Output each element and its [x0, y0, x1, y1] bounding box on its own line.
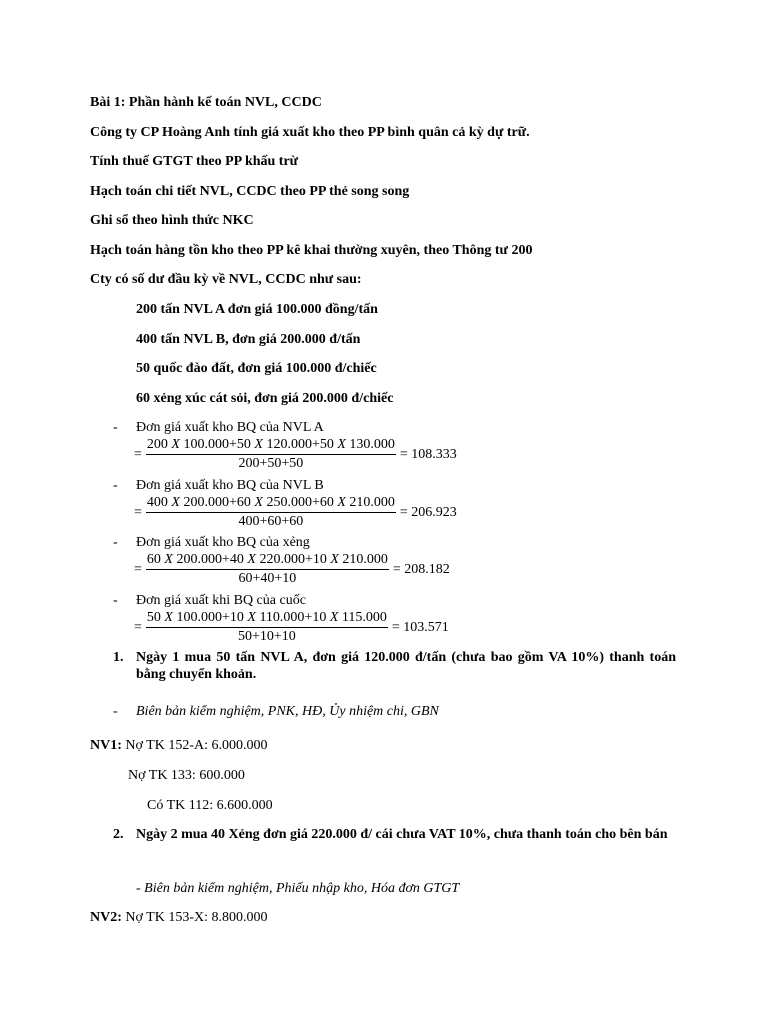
bullet-dash: - — [113, 535, 118, 550]
fraction-denominator: 200+50+50 — [238, 456, 304, 471]
formula: = $\frac{50 X 100.000+10 X 110.000+10 X 115.000}{50+10+10}$ = 103.571 — [134, 610, 449, 644]
fraction — [146, 437, 396, 472]
formula: = $\frac{60 X 200.000+40 X 220.000+10 X 210.000}{60+40+10}$ = 208.182 — [134, 552, 450, 586]
bullet-dash: - — [113, 478, 118, 493]
fraction — [146, 495, 396, 530]
item-docs: Biên bản kiểm nghiệm, PNK, HĐ, Ủy nhiệm chi, GBN — [136, 704, 439, 719]
fraction-numerator: 400 X 200.000+60 X 250.000+60 X 210.000 — [146, 495, 396, 513]
item-text: Ngày 2 mua 40 Xẻng đơn giá 220.000 đ/ cái chưa VAT 10%, chưa thanh toán cho bên bán — [136, 827, 668, 842]
fraction-denominator: 400+60+60 — [238, 514, 304, 529]
journal-entry-line: Nợ TK 133: 600.000 — [128, 768, 245, 783]
intro-line: Hạch toán hàng tồn kho theo PP kê khai thường xuyên, theo Thông tư 200 — [90, 243, 533, 258]
intro-line: Công ty CP Hoàng Anh tính giá xuất kho theo PP bình quân cả kỳ dự trữ. — [90, 125, 530, 140]
formula: = $\frac{200 X 100.000+50 X 120.000+50 X 130.000}{200+50+50}$ = 108.333 — [134, 437, 457, 471]
item-number: 1. — [113, 650, 124, 665]
formula-result: = 208.182 — [392, 561, 450, 577]
balance-line: 200 tấn NVL A đơn giá 100.000 đồng/tấn — [136, 302, 378, 317]
balance-line: 400 tấn NVL B, đơn giá 200.000 đ/tấn — [136, 332, 361, 347]
exercise-title: Bài 1: Phần hành kế toán NVL, CCDC — [90, 95, 322, 110]
fraction — [146, 610, 388, 645]
balance-line: 50 quốc đào đất, đơn giá 100.000 đ/chiếc — [136, 361, 377, 376]
formula-result: = 206.923 — [399, 504, 457, 520]
formula-result: = 103.571 — [391, 619, 449, 635]
formula-label: Đơn giá xuất khi BQ của cuốc — [136, 593, 306, 608]
fraction-denominator: 60+40+10 — [238, 571, 297, 586]
fraction-denominator: 50+10+10 — [237, 629, 296, 644]
formula-label: Đơn giá xuất kho BQ của NVL B — [136, 478, 324, 493]
bullet-dash: - — [113, 593, 118, 608]
journal-entry-line: NV2: Nợ TK 153-X: 8.800.000 — [90, 910, 268, 925]
formula: = $\frac{400 X 200.000+60 X 250.000+60 X 210.000}{400+60+60}$ = 206.923 — [134, 495, 457, 529]
journal-entry-line: Có TK 112: 6.600.000 — [147, 798, 273, 813]
item-text: Ngày 1 mua 50 tấn NVL A, đơn giá 120.000 đ/tấn (chưa bao gồm VA 10%) thanh toán bằng chuyển khoản. — [136, 650, 676, 682]
balance-line: 60 xẻng xúc cát sỏi, đơn giá 200.000 đ/chiếc — [136, 391, 394, 406]
fraction-numerator: 50 X 100.000+10 X 110.000+10 X 115.000 — [146, 610, 388, 628]
formula-label: Đơn giá xuất kho BQ của NVL A — [136, 420, 324, 435]
formula-label: Đơn giá xuất kho BQ của xẻng — [136, 535, 310, 550]
item-number: 2. — [113, 827, 124, 842]
intro-line: Tính thuế GTGT theo PP khấu trừ — [90, 154, 299, 169]
bullet-dash: - — [113, 420, 118, 435]
fraction — [146, 552, 389, 587]
intro-line: Ghi sổ theo hình thức NKC — [90, 213, 254, 228]
journal-entry-line: NV1: Nợ TK 152-A: 6.000.000 — [90, 738, 268, 753]
bullet-dash: - — [113, 704, 118, 719]
fraction-numerator: 200 X 100.000+50 X 120.000+50 X 130.000 — [146, 437, 396, 455]
intro-line: Cty có số dư đầu kỳ về NVL, CCDC như sau: — [90, 272, 362, 287]
item-docs: - Biên bản kiểm nghiệm, Phiếu nhập kho, Hóa đơn GTGT — [136, 881, 460, 896]
fraction-numerator: 60 X 200.000+40 X 220.000+10 X 210.000 — [146, 552, 389, 570]
intro-line: Hạch toán chi tiết NVL, CCDC theo PP thẻ song song — [90, 184, 410, 199]
formula-result: = 108.333 — [399, 446, 457, 462]
